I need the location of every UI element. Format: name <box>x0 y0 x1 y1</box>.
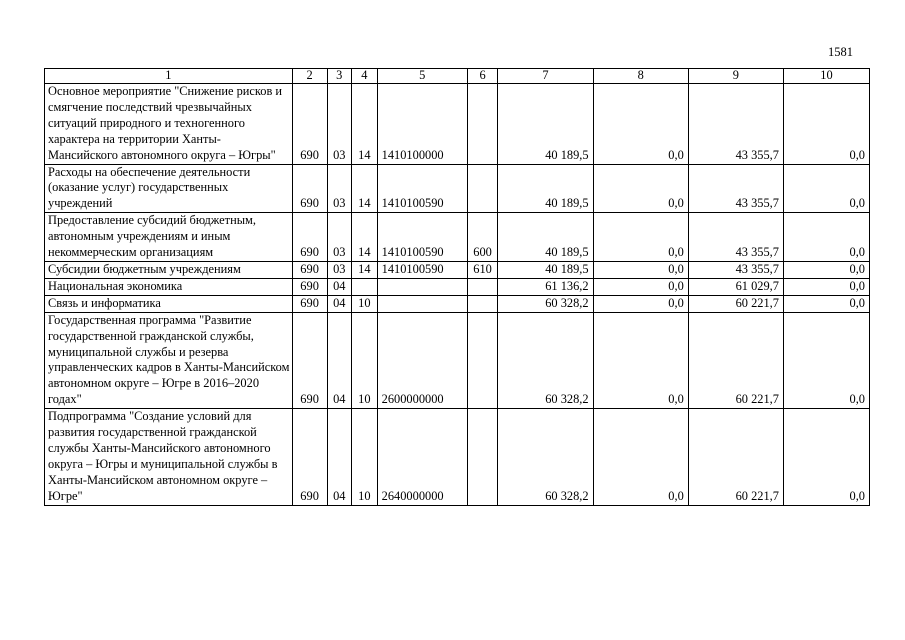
amount-col7: 40 189,5 <box>498 84 593 165</box>
column-header-9: 9 <box>688 69 783 84</box>
target-article-code: 1410100590 <box>377 164 467 213</box>
expense-type-code <box>467 278 498 295</box>
amount-col8: 0,0 <box>593 312 688 408</box>
table-row <box>45 84 870 165</box>
amount-col9: 43 355,7 <box>688 261 783 278</box>
expense-type-code <box>467 164 498 213</box>
amount-col10: 0,0 <box>783 84 869 165</box>
column-header-8: 8 <box>593 69 688 84</box>
row-name: Национальная экономика <box>45 278 293 295</box>
amount-col8: 0,0 <box>593 261 688 278</box>
section-code: 03 <box>327 164 352 213</box>
expense-type-code: 610 <box>467 261 498 278</box>
row-name: Подпрограмма "Создание условий для развития государственной гражданской службы Ханты-Мансийского автономного округа – Югры и муниципальной службы в Ханты-Мансийском автономном округе – Югре" <box>45 409 293 505</box>
subsection-code: 10 <box>352 295 378 312</box>
table-row <box>45 312 870 408</box>
target-article-code <box>377 295 467 312</box>
section-code: 04 <box>327 295 352 312</box>
subsection-code <box>352 278 378 295</box>
table-row <box>45 409 870 505</box>
section-code: 04 <box>327 409 352 505</box>
subsection-code: 14 <box>352 164 378 213</box>
amount-col10: 0,0 <box>783 312 869 408</box>
row-name: Расходы на обеспечение деятельности (оказание услуг) государственных учреждений <box>45 164 293 213</box>
amount-col7: 60 328,2 <box>498 295 593 312</box>
amount-col7: 40 189,5 <box>498 213 593 262</box>
target-article-code: 2640000000 <box>377 409 467 505</box>
amount-col10: 0,0 <box>783 261 869 278</box>
column-header-10: 10 <box>783 69 869 84</box>
column-header-7: 7 <box>498 69 593 84</box>
table-row <box>45 295 870 312</box>
amount-col8: 0,0 <box>593 84 688 165</box>
table-row <box>45 261 870 278</box>
expense-type-code: 600 <box>467 213 498 262</box>
column-header-3: 3 <box>327 69 352 84</box>
table-row <box>45 213 870 262</box>
amount-col8: 0,0 <box>593 164 688 213</box>
amount-col9: 61 029,7 <box>688 278 783 295</box>
amount-col9: 60 221,7 <box>688 312 783 408</box>
amount-col7: 61 136,2 <box>498 278 593 295</box>
section-code: 03 <box>327 261 352 278</box>
admin-code: 690 <box>292 278 327 295</box>
table-row <box>45 278 870 295</box>
row-name: Связь и информатика <box>45 295 293 312</box>
amount-col7: 40 189,5 <box>498 164 593 213</box>
admin-code: 690 <box>292 213 327 262</box>
target-article-code: 1410100590 <box>377 261 467 278</box>
row-name: Субсидии бюджетным учреждениям <box>45 261 293 278</box>
column-header-5: 5 <box>377 69 467 84</box>
admin-code: 690 <box>292 84 327 165</box>
column-header-1: 1 <box>45 69 293 84</box>
amount-col10: 0,0 <box>783 278 869 295</box>
target-article-code: 1410100590 <box>377 213 467 262</box>
section-code: 04 <box>327 278 352 295</box>
amount-col8: 0,0 <box>593 295 688 312</box>
target-article-code <box>377 278 467 295</box>
row-name: Государственная программа "Развитие государственной гражданской службы, муниципальной службы и резерва управленческих кадров в Ханты-Мансийском автономном округе – Югре в 2016–2020 годах" <box>45 312 293 408</box>
amount-col9: 43 355,7 <box>688 84 783 165</box>
admin-code: 690 <box>292 409 327 505</box>
admin-code: 690 <box>292 295 327 312</box>
subsection-code: 14 <box>352 84 378 165</box>
page-number: 1581 <box>828 45 853 59</box>
amount-col9: 60 221,7 <box>688 295 783 312</box>
amount-col7: 60 328,2 <box>498 312 593 408</box>
admin-code: 690 <box>292 164 327 213</box>
subsection-code: 14 <box>352 261 378 278</box>
amount-col8: 0,0 <box>593 213 688 262</box>
expense-type-code <box>467 84 498 165</box>
amount-col8: 0,0 <box>593 278 688 295</box>
column-header-2: 2 <box>292 69 327 84</box>
budget-table <box>44 68 870 506</box>
section-code: 04 <box>327 312 352 408</box>
expense-type-code <box>467 312 498 408</box>
subsection-code: 10 <box>352 409 378 505</box>
amount-col8: 0,0 <box>593 409 688 505</box>
amount-col10: 0,0 <box>783 295 869 312</box>
amount-col7: 60 328,2 <box>498 409 593 505</box>
admin-code: 690 <box>292 312 327 408</box>
row-name: Предоставление субсидий бюджетным, автономным учреждениям и иным некоммерческим организациям <box>45 213 293 262</box>
table-header-row <box>45 69 870 84</box>
amount-col10: 0,0 <box>783 164 869 213</box>
subsection-code: 14 <box>352 213 378 262</box>
amount-col9: 43 355,7 <box>688 164 783 213</box>
subsection-code: 10 <box>352 312 378 408</box>
expense-type-code <box>467 409 498 505</box>
section-code: 03 <box>327 213 352 262</box>
target-article-code: 1410100000 <box>377 84 467 165</box>
table-row <box>45 164 870 213</box>
column-header-4: 4 <box>352 69 378 84</box>
row-name: Основное мероприятие "Снижение рисков и смягчение последствий чрезвычайных ситуаций природного и техногенного характера на территории Ханты-Мансийского автономного округа – Югры" <box>45 84 293 165</box>
section-code: 03 <box>327 84 352 165</box>
amount-col9: 43 355,7 <box>688 213 783 262</box>
target-article-code: 2600000000 <box>377 312 467 408</box>
amount-col10: 0,0 <box>783 213 869 262</box>
column-header-6: 6 <box>467 69 498 84</box>
amount-col9: 60 221,7 <box>688 409 783 505</box>
amount-col7: 40 189,5 <box>498 261 593 278</box>
expense-type-code <box>467 295 498 312</box>
amount-col10: 0,0 <box>783 409 869 505</box>
admin-code: 690 <box>292 261 327 278</box>
